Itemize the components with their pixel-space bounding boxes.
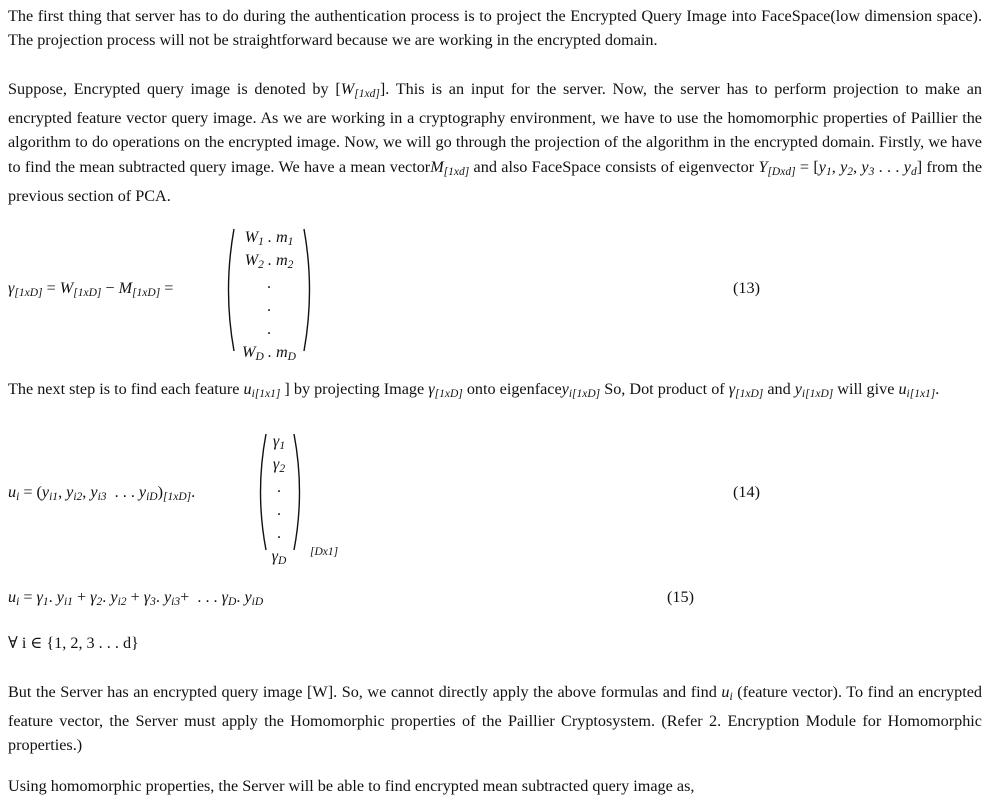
matrix-13-row-3: . [266,274,272,292]
matrix-14-row-4: . [276,501,282,519]
paragraph-intro: The first thing that server has to do during the authentication process is to project the Encrypted Query Image into FaceSpace(low dimension space). The projection process will not be straightforward because we are working in the encrypted domain. [8,7,982,50]
right-paren-14 [292,433,306,551]
right-paren-13 [302,228,316,352]
equation-14-lhs: $u_i = (y_{i1}$, $y_{i2}$, $y_{i3}$ . . . $y_{iD})_{[1xD]}$. [8,483,196,503]
matrix-14-row-3: . [276,478,282,496]
equation-13-number: (13) [733,279,760,297]
paragraph-homomorphic: Using homomorphic properties, the Server will be able to find encrypted mean subtracted query image as, [8,777,695,795]
equation-15-number: (15) [667,588,694,606]
matrix-14-row-6: $\gamma_D$ [271,547,287,567]
matrix-14-row-2: $\gamma_2$ [272,455,286,475]
matrix-13-row-6: $W_D$ . $m_D$ [242,343,296,363]
matrix-13-row-2: $W_2$ . $m_2$ [244,251,294,271]
matrix-14-row-1: $\gamma_1$ [272,432,286,452]
equation-13-lhs: $\gamma_{[1xD]} = W_{[1xD]} - M_{[1xD]}$ = [8,279,174,299]
matrix-13-row-5: . [266,320,272,338]
paragraph-feature-step: The next step is to find each feature $u_{i[1x1]}$ ] by projecting Image $\gamma_{[1xD]}$ onto eigenfacey$_{i[1xD]}$ So, Dot product of $\gamma_{[1xD]}$ and $y_{i[1xD]}$ will give $u_{i[1x1]}$. [8,380,940,400]
paragraph-encrypted-server: But the Server has an encrypted query image [W]. So, we cannot directly apply the above formulas and find $u_i$ (feature vector). To find an encrypted feature vector, the Server must apply the Homomorphic properties of the Paillier Cryptosystem. (Refer 2. Encryption Module for Homomorphic properties.) [8,683,982,755]
forall-condition: ∀ i ∈ {1, 2, 3 . . . d} [8,634,139,652]
matrix-14-row-5: . [276,524,282,542]
matrix-14-column [266,430,292,568]
paragraph-query-image: Suppose, Encrypted query image is denoted by $[W_{[1xd]}]$. This is an input for the server. Now, the server has to perform projection to make an encrypted feature vector query image. As we are working in a cryptography environment, we have to use the homomorphic properties of Paillier the algorithm to do operations on the encrypted image. Now, we will go through the projection of the algorithm in the encrypted domain. Firstly, we have to find the mean subtracted query image. We have a mean vectorM$_{[1xd]}$ and also FaceSpace consists of eigenvector $Y_{[Dxd]} = [y_1$, $y_2$, $y_3$ . . . $y_d$] from the previous section of PCA. [8,80,983,205]
matrix-14-subscript: [Dx1] [310,546,339,558]
matrix-13-row-1: $W_1$ . $m_1$ [244,228,294,248]
left-paren-13 [222,228,236,352]
matrix-13-column [236,226,302,364]
matrix-13-row-4: . [266,297,272,315]
equation-15: $u_i = \gamma_1$. $y_{i1} + \gamma_2$. $y_{i2} + \gamma_3$. $y_{i3}+$ . . . $\gamma_D$. $y_{iD}$ [8,588,264,608]
equation-14-number: (14) [733,483,760,501]
